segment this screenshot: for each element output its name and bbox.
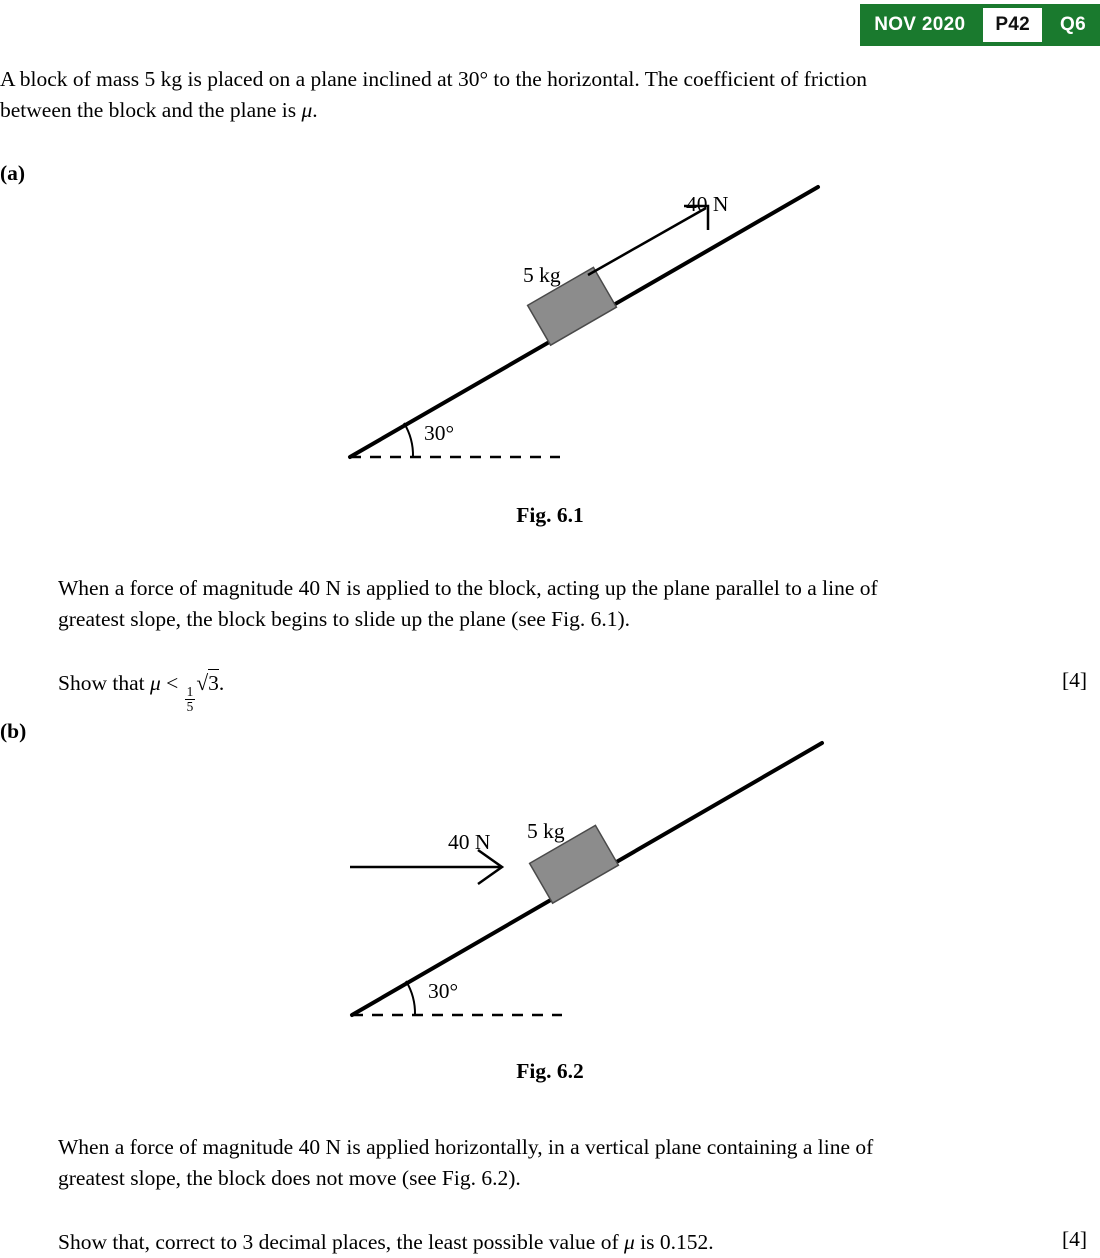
part-a-radical-arg: 3 [208,671,219,695]
part-b-mu-symbol: μ [624,1230,635,1254]
part-a-show-end: . [218,671,225,695]
angle-arc [404,423,413,457]
angle-arc [406,981,415,1015]
intro-mu-symbol: μ [301,97,313,122]
part-b-body [58,1132,1100,1193]
part-b-show-pre: Show that, correct to 3 decimal places, the least possible value of [58,1230,624,1254]
figure-6-1-force-label: 40 N [686,192,729,216]
figure-6-2-caption: Fig. 6.2 [516,1059,584,1083]
figure-6-1-angle-label: 30° [424,421,455,445]
figure-6-1-mass-label: 5 kg [523,263,561,287]
part-b-label: (b) [0,719,27,743]
header-question: Q6 [1060,14,1086,35]
intro-line-2-post: . [312,97,318,122]
part-b-body-line-2: greatest slope, the block does not move (see Fig. 6.2). [58,1165,521,1190]
part-a-fraction [185,685,196,714]
figure-6-2-force-label: 40 N [448,830,491,854]
part-b-show-post: is 0.152. [634,1230,714,1254]
part-a-radical [196,669,219,695]
part-a-show-statement [58,668,758,714]
intro-line-2 [0,95,1100,126]
intro-line-2-pre: between the block and the plane is [0,97,302,122]
part-a-marks: [4] [1062,668,1088,692]
figure-6-2-mass-label: 5 kg [527,819,565,843]
header-paper: P42 [983,8,1042,42]
part-a-fraction-numerator: 1 [186,683,194,699]
part-b-show-statement [58,1227,1018,1258]
part-b-marks: [4] [1062,1227,1088,1251]
question-header-tag [860,4,1100,46]
force-arrow-line [588,208,706,275]
intro-line-1: A block of mass 5 kg is placed on a plane inclined at 30° to the horizontal. The coefficient of friction [0,67,867,91]
part-a-fraction-denominator: 5 [186,698,194,714]
part-a-body-line-1: When a force of magnitude 40 N is applied to the block, acting up the plane parallel to a line of [58,576,878,600]
part-a-less-than: < [160,671,184,695]
part-a-label: (a) [0,161,26,185]
intro-paragraph [0,64,1100,125]
figure-6-2-diagram [0,730,1100,1040]
figure-6-2-angle-label: 30° [428,979,459,1003]
figure-6-1-caption: Fig. 6.1 [516,503,584,527]
figure-6-1-diagram [0,175,1100,485]
part-a-radical-sign: √ [196,671,209,695]
part-a-body [58,573,1100,634]
part-b-body-line-1: When a force of magnitude 40 N is applied horizontally, in a vertical plane containing a line of [58,1135,874,1159]
header-session: NOV 2020 [874,14,966,35]
part-a-mu-symbol: μ [149,671,161,695]
part-a-body-line-2: greatest slope, the block begins to slide up the plane (see Fig. 6.1). [58,606,631,631]
part-a-show-pre: Show that [58,671,150,695]
